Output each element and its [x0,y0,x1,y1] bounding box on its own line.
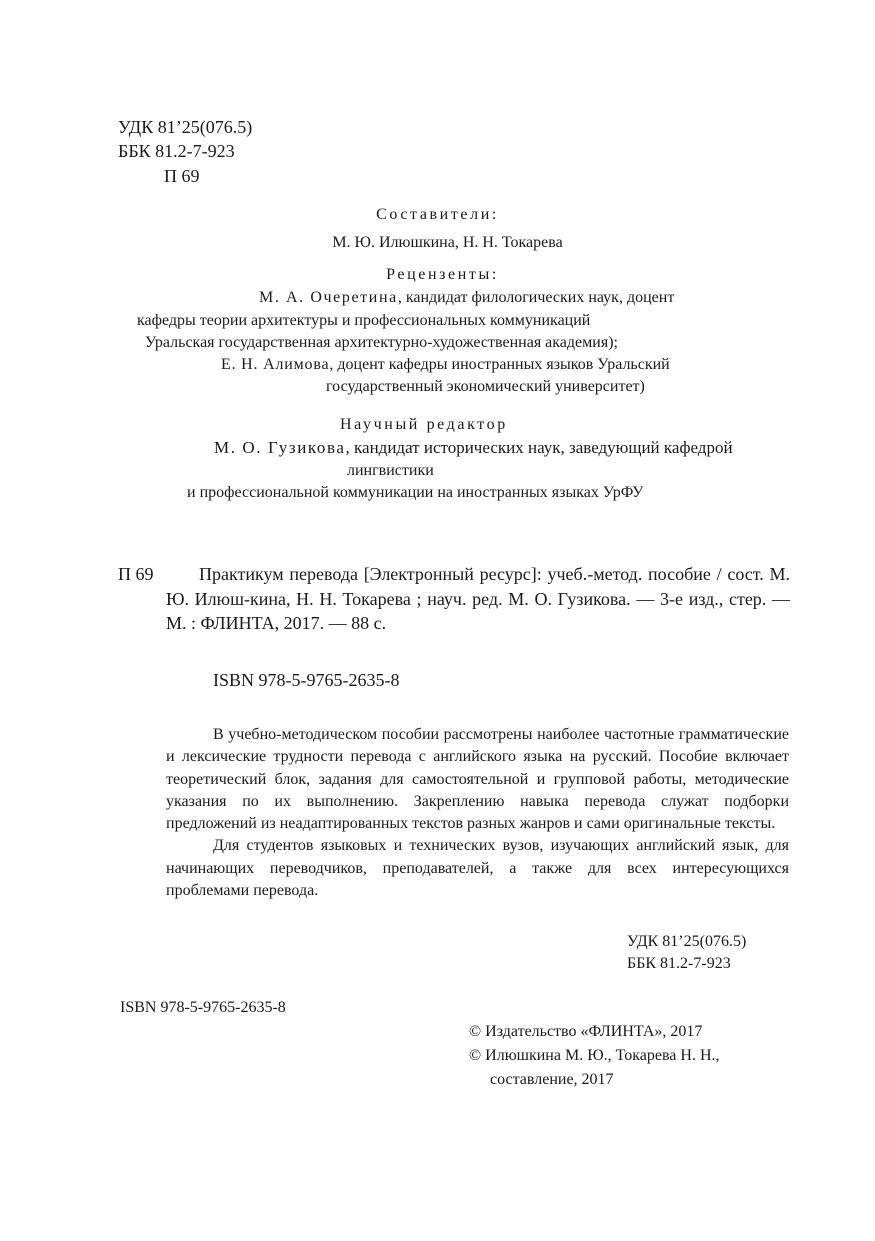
editor-line-2: лингвистики [347,462,434,479]
abstract [166,724,789,902]
reviewer-2-line-2: государственный экономический университет) [326,378,645,395]
author-mark: П 69 [164,166,200,186]
abstract-udk: УДК 81’25(076.5) [627,933,747,950]
abstract-bbk: ББК 81.2-7-923 [627,955,731,972]
copyright-publisher: © Издательство «ФЛИНТА», 2017 [469,1023,703,1040]
editor-heading: Научный редактор [340,416,508,433]
reviewer-2-name: Е. Н. Алимова [221,356,330,373]
footer-isbn: ISBN 978-5-9765-2635-8 [120,999,286,1016]
editor-name: М. О. Гузикова [214,438,346,457]
reviewer-1-line-3: Уральская государственная архитектурно-художественная академия); [145,334,618,351]
compilers-heading: Составители: [376,206,499,223]
reviewer-2-line-1: Е. Н. Алимова, доцент кафедры иностранных языков Уральский [221,356,670,373]
abstract-paragraph-2: Для студентов языковых и технических вузов, изучающих английский язык, для начинающих переводчиков, преподавателей, а также для всех интересующихся проблемами перевода. [166,837,789,900]
reviewer-1-line-1: М. А. Очеретина, кандидат филологических наук, доцент [259,289,675,306]
bbk-code: ББК 81.2-7-923 [118,141,235,161]
reviewers-heading: Рецензенты: [386,266,499,283]
bib-isbn: ISBN 978-5-9765-2635-8 [213,670,400,690]
bib-description: Практикум перевода [Электронный ресурс]: учеб.-метод. пособие / сост. М. Ю. Илюш-кина, Н. Н. Токарева ; науч. ред. М. О. Гузикова. — 3-е изд., стер. — М. : ФЛИНТА, 2017. — 88 с. [166,564,790,633]
compilers-names: М. Ю. Илюшкина, Н. Н. Токарева [332,234,563,251]
udk-code: УДК 81’25(076.5) [118,117,253,137]
reviewer-1-name: М. А. Очеретина [259,289,398,306]
copyright-authors-note: составление, 2017 [490,1071,614,1088]
reviewer-1-line-2: кафедры теории архитектуры и профессиональных коммуникаций [137,312,591,329]
editor-line-1: М. О. Гузикова, кандидат исторических наук, заведующий кафедрой [214,438,733,457]
bib-author-mark: П 69 [118,564,154,584]
editor-line-3: и профессиональной коммуникации на иностранных языках УрФУ [187,484,644,501]
copyright-authors: © Илюшкина М. Ю., Токарева Н. Н., [469,1047,720,1064]
abstract-paragraph-1: В учебно-методическом пособии рассмотрены наиболее частотные грамматические и лексические трудности перевода с английского языка на русский. Пособие включает теоретический блок, задания для самостоятельной и групповой работы, методические указания по их выполнению. Закреплению навыка перевода служат подборки предложений из неадаптированных текстов разных жанров и сами оригинальные тексты. [166,726,789,833]
